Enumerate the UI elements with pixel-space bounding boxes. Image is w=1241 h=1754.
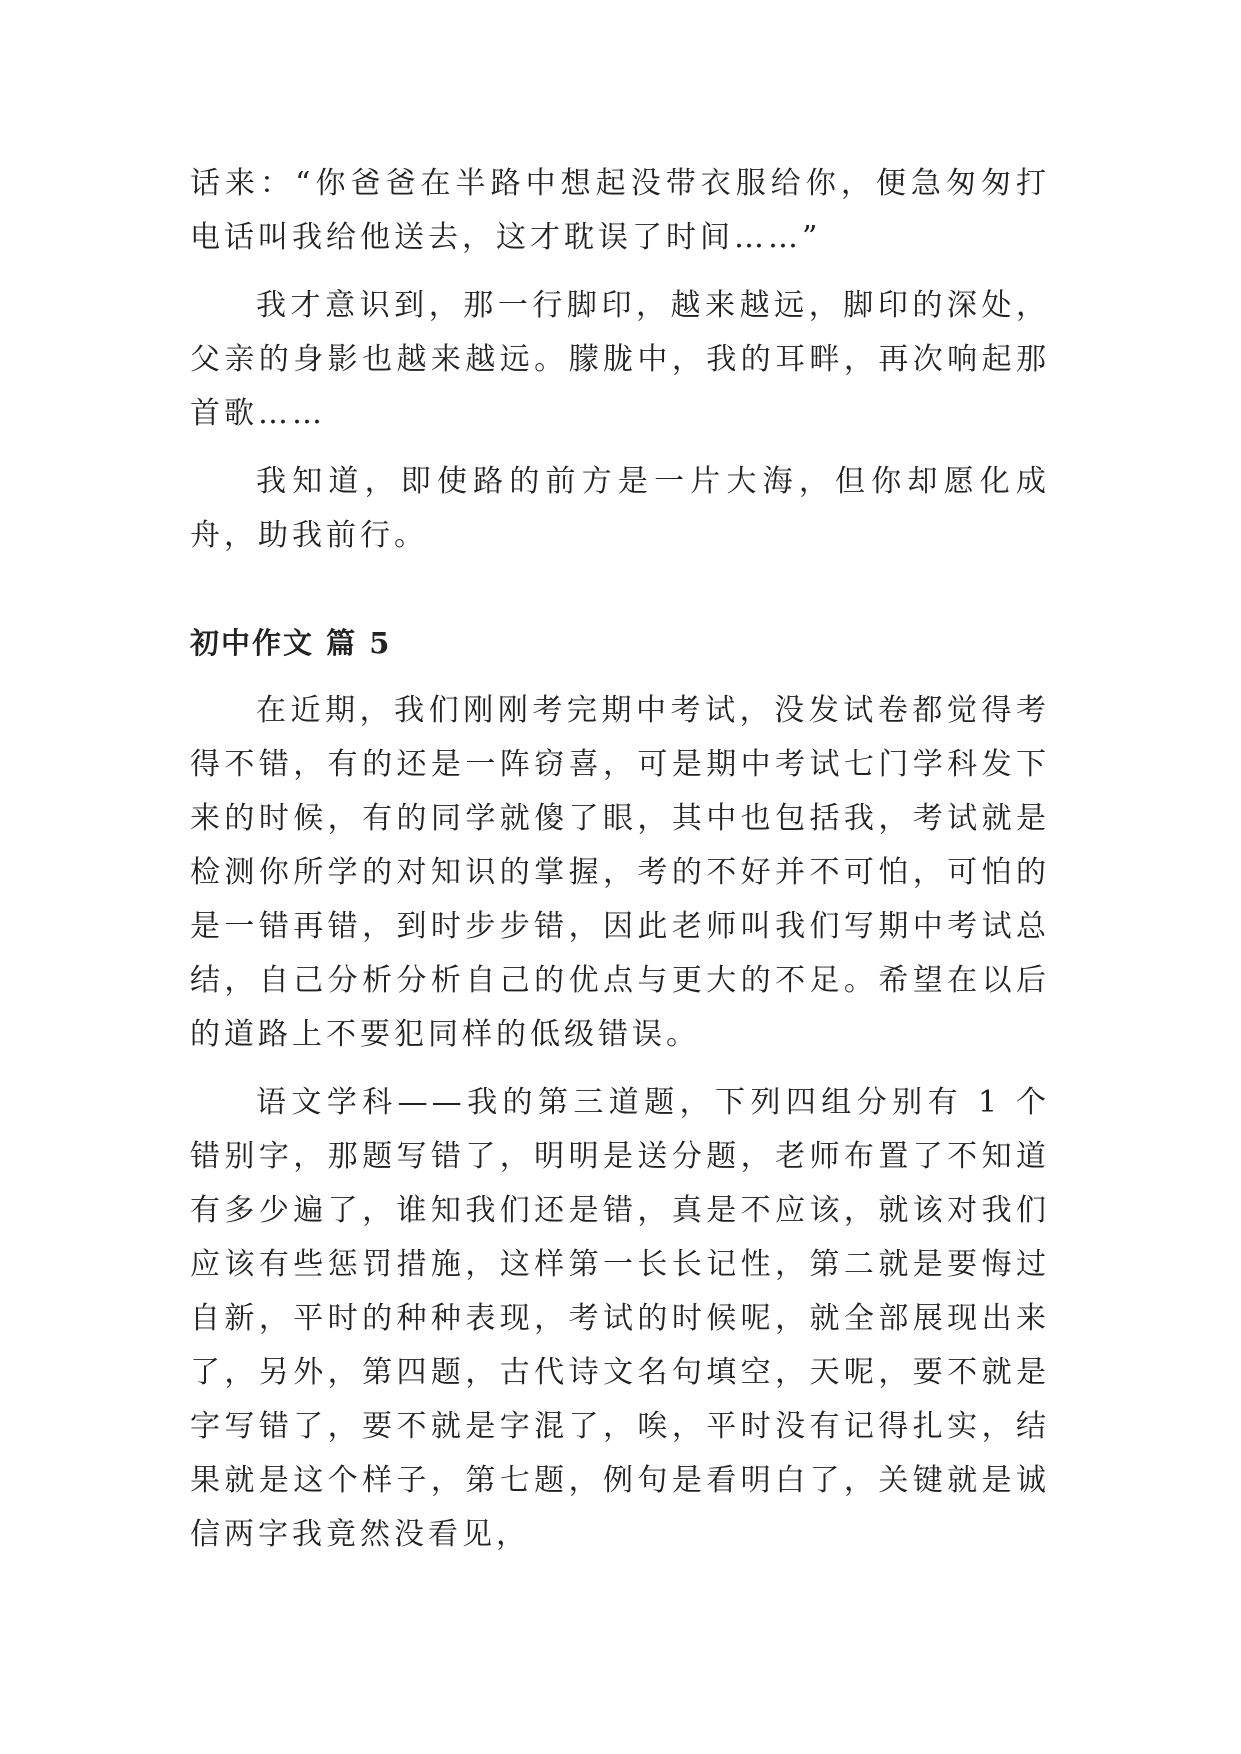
paragraph-gap [190,265,1050,279]
paragraph-gap [190,441,1050,455]
paragraph: 在近期，我们刚刚考完期中考试，没发试卷都觉得考得不错，有的还是一阵窃喜，可是期中考试七门学科发下来的时候，有的同学就傻了眼，其中也包括我，考试就是检测你所学的对知识的掌握，考的不好并不可怕，可怕的是一错再错，到时步步错，因此老师叫我们写期中考试总结，自己分析分析自己的优点与更大的不足。希望在以后的道路上不要犯同样的低级错误。 [190,693,1050,1052]
paragraph: 语文学科——我的第三道题，下列四组分别有 1 个错别字，那题写错了，明明是送分题，老师布置了不知道有多少遍了，谁知我们还是错，真是不应该，就该对我们应该有些惩罚措施，这样第一长长记性，第二就是要悔过自新，平时的种种表现，考试的时候呢，就全部展现出来了，另外，第四题，古代诗文名句填空，天呢，要不就是字写错了，要不就是字混了，唉，平时没有记得扎实，结果就是这个样子，第七题，例句是看明白了，关键就是诚信两字我竟然没看见， [190,1085,1050,1552]
essay-section-5 [190,616,1050,1562]
paragraph: 我知道，即使路的前方是一片大海，但你却愿化成舟，助我前行。 [190,464,1050,553]
section-heading: 初中作文 篇 5 [190,626,392,660]
paragraph: 话来：“你爸爸在半路中想起没带衣服给你，便急匆匆打电话叫我给他送去，这才耽误了时间……” [190,166,1050,255]
previous-essay-ending [190,157,1050,563]
paragraph-gap [190,1062,1050,1076]
paragraph-gap [190,670,1050,684]
paragraph: 我才意识到，那一行脚印，越来越远，脚印的深处，父亲的身影也越来越远。朦胧中，我的耳畔，再次响起那首歌…… [190,288,1050,431]
